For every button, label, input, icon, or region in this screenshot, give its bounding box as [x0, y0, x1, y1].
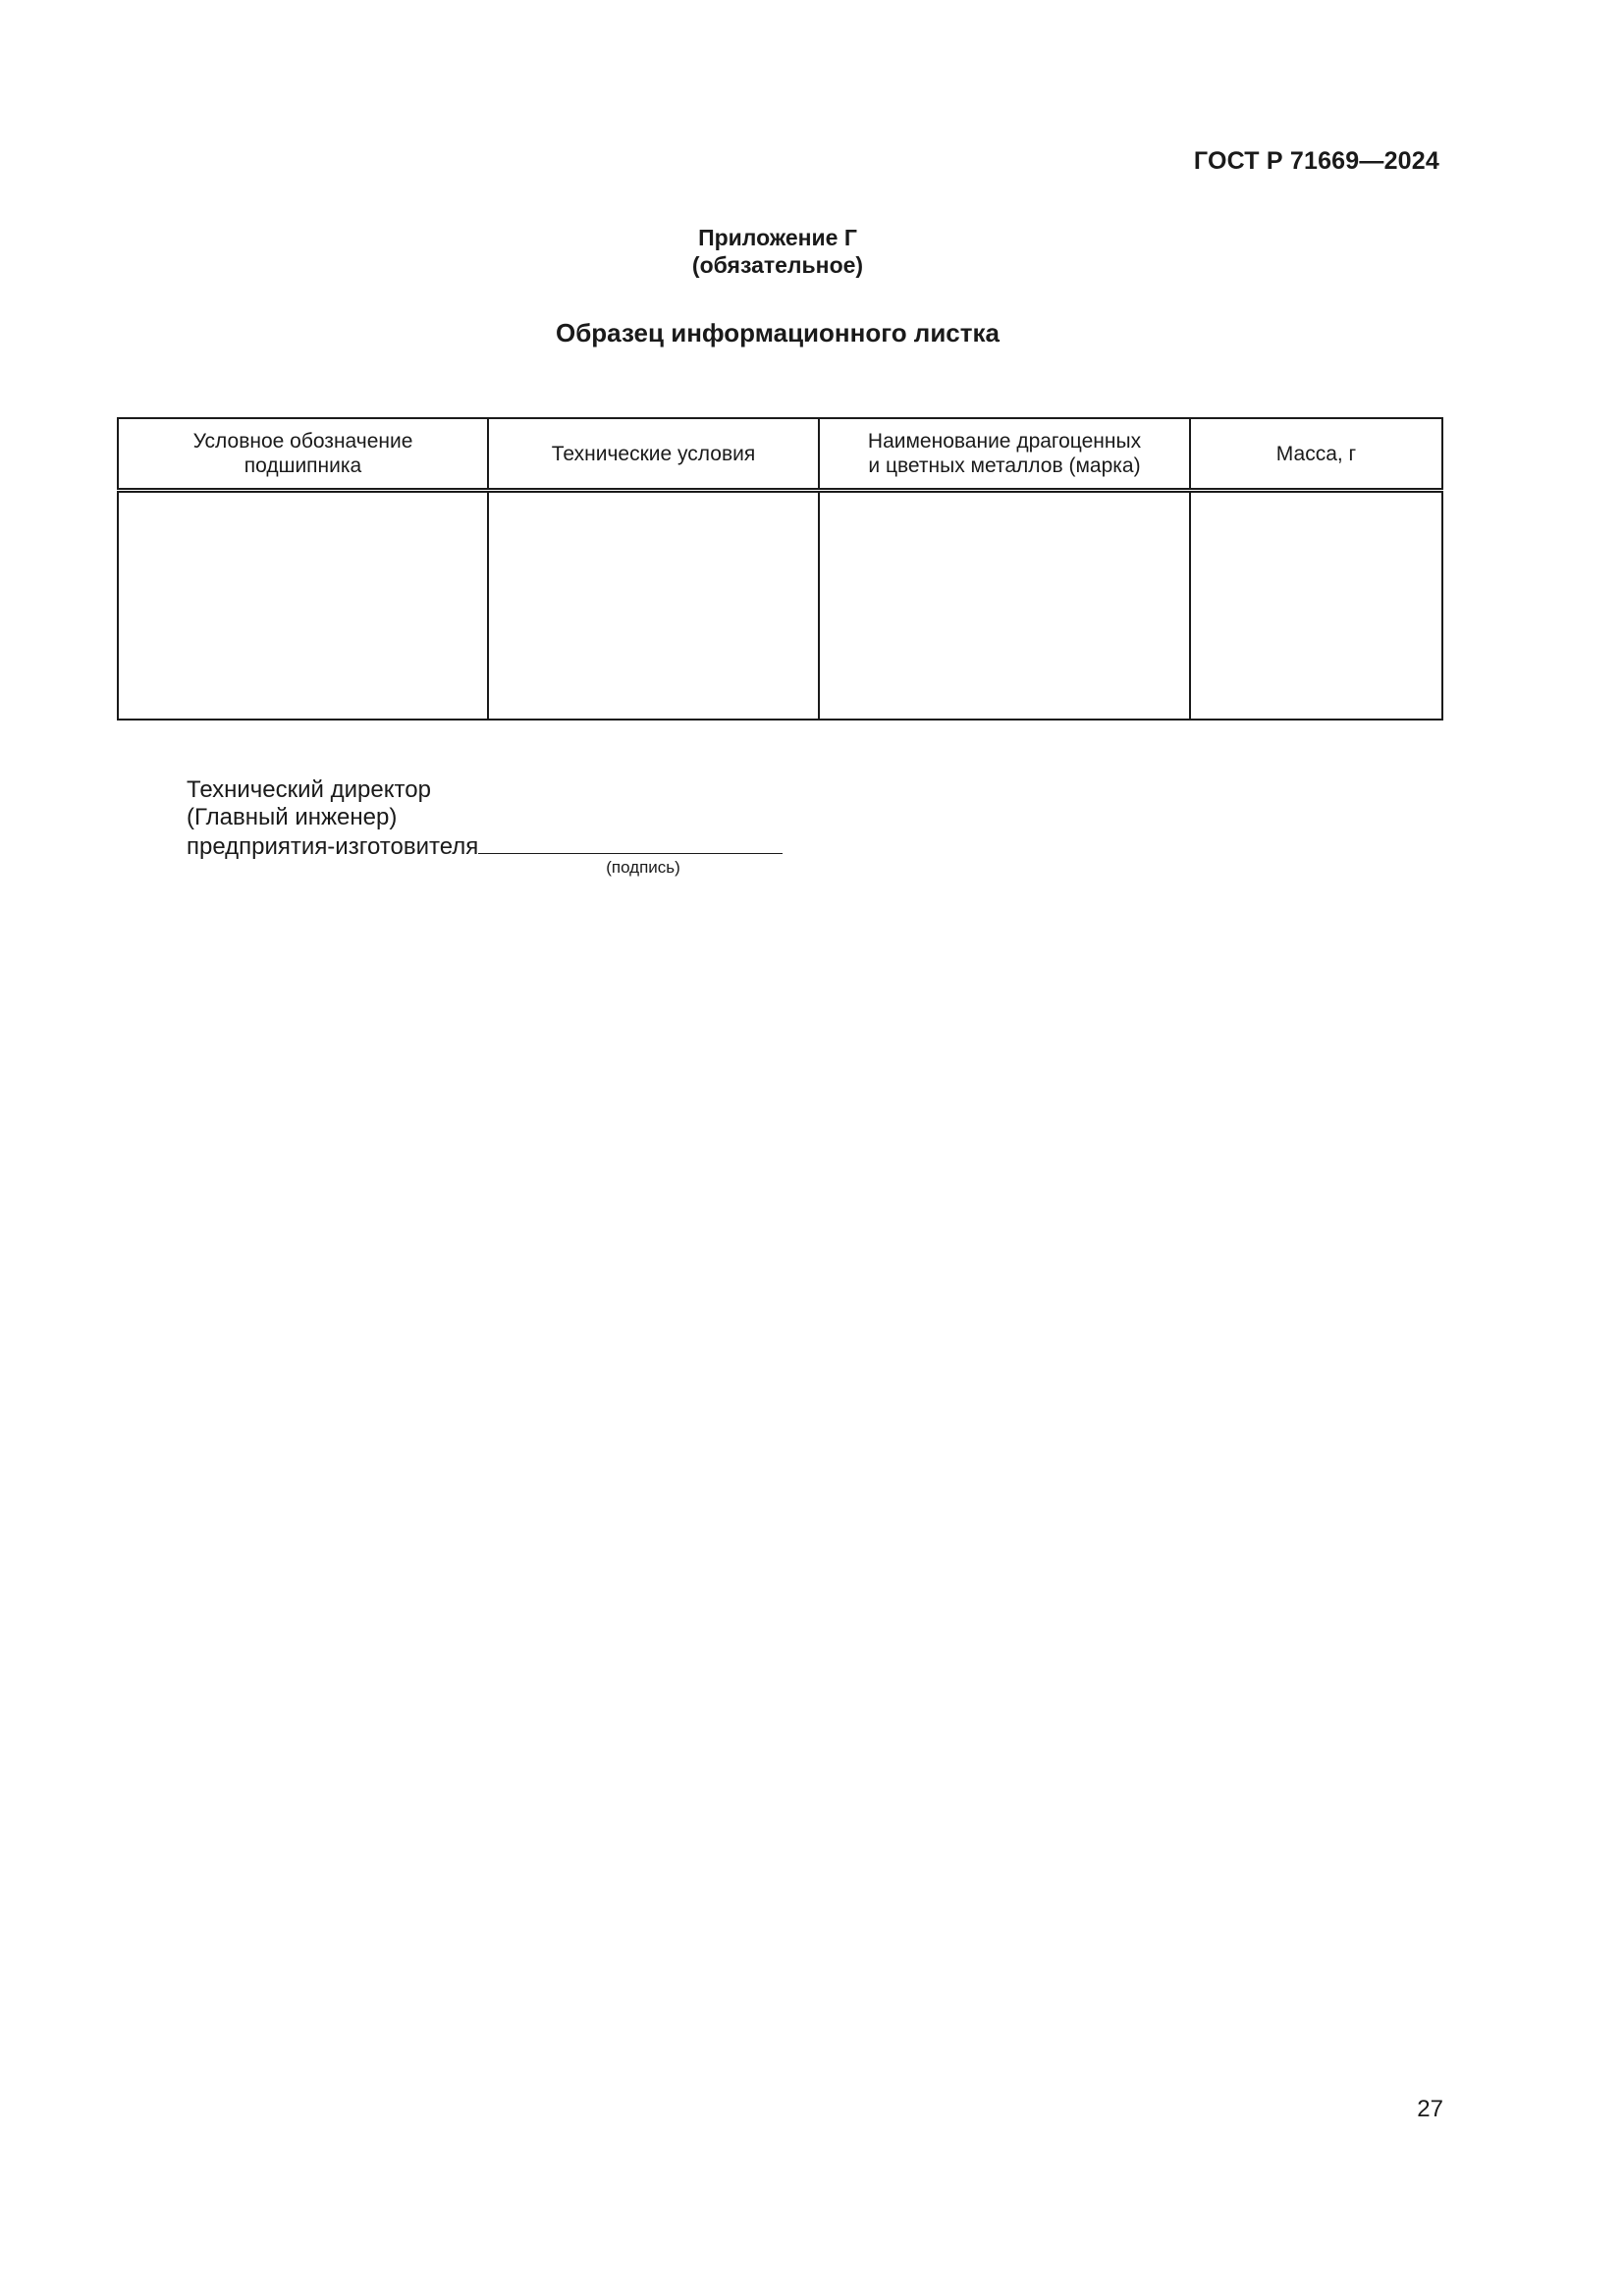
header-mass-line1: Масса, г [1275, 442, 1357, 465]
page-number: 27 [1417, 2096, 1443, 2122]
header-bearing-designation-line2: подшипника [244, 454, 362, 477]
form-title: Образец информационного листка [556, 318, 1000, 347]
cell-technical-conditions[interactable] [488, 491, 819, 721]
signature-block [187, 776, 783, 861]
header-bearing-designation [118, 418, 488, 491]
header-bearing-designation-line1: Условное обозначение [192, 430, 413, 453]
appendix-heading [0, 224, 1555, 279]
header-technical-conditions-line1: Технические условия [551, 442, 756, 465]
signature-caption: (подпись) [606, 858, 680, 877]
signature-line3: предприятия-изготовителя [187, 833, 479, 860]
signature-field[interactable] [478, 831, 783, 854]
signature-line2: (Главный инженер) [187, 804, 398, 830]
cell-mass[interactable] [1190, 491, 1442, 721]
header-metal-name [819, 418, 1190, 491]
table-header-row [118, 418, 1442, 491]
signature-line3-row [187, 831, 783, 861]
table-row [118, 491, 1442, 721]
appendix-status: (обязательное) [691, 252, 864, 278]
signature-line1: Технический директор [187, 776, 431, 803]
header-mass [1190, 418, 1442, 491]
header-metal-name-line2: и цветных металлов (марка) [868, 454, 1141, 477]
header-metal-name-line1: Наименование драгоценных [867, 430, 1142, 453]
document-number: ГОСТ Р 71669—2024 [1193, 147, 1439, 175]
cell-bearing-designation[interactable] [118, 491, 488, 721]
info-sheet-table [117, 417, 1443, 721]
cell-metal-name[interactable] [819, 491, 1190, 721]
appendix-title: Приложение Г [698, 225, 857, 250]
header-technical-conditions [488, 418, 819, 491]
